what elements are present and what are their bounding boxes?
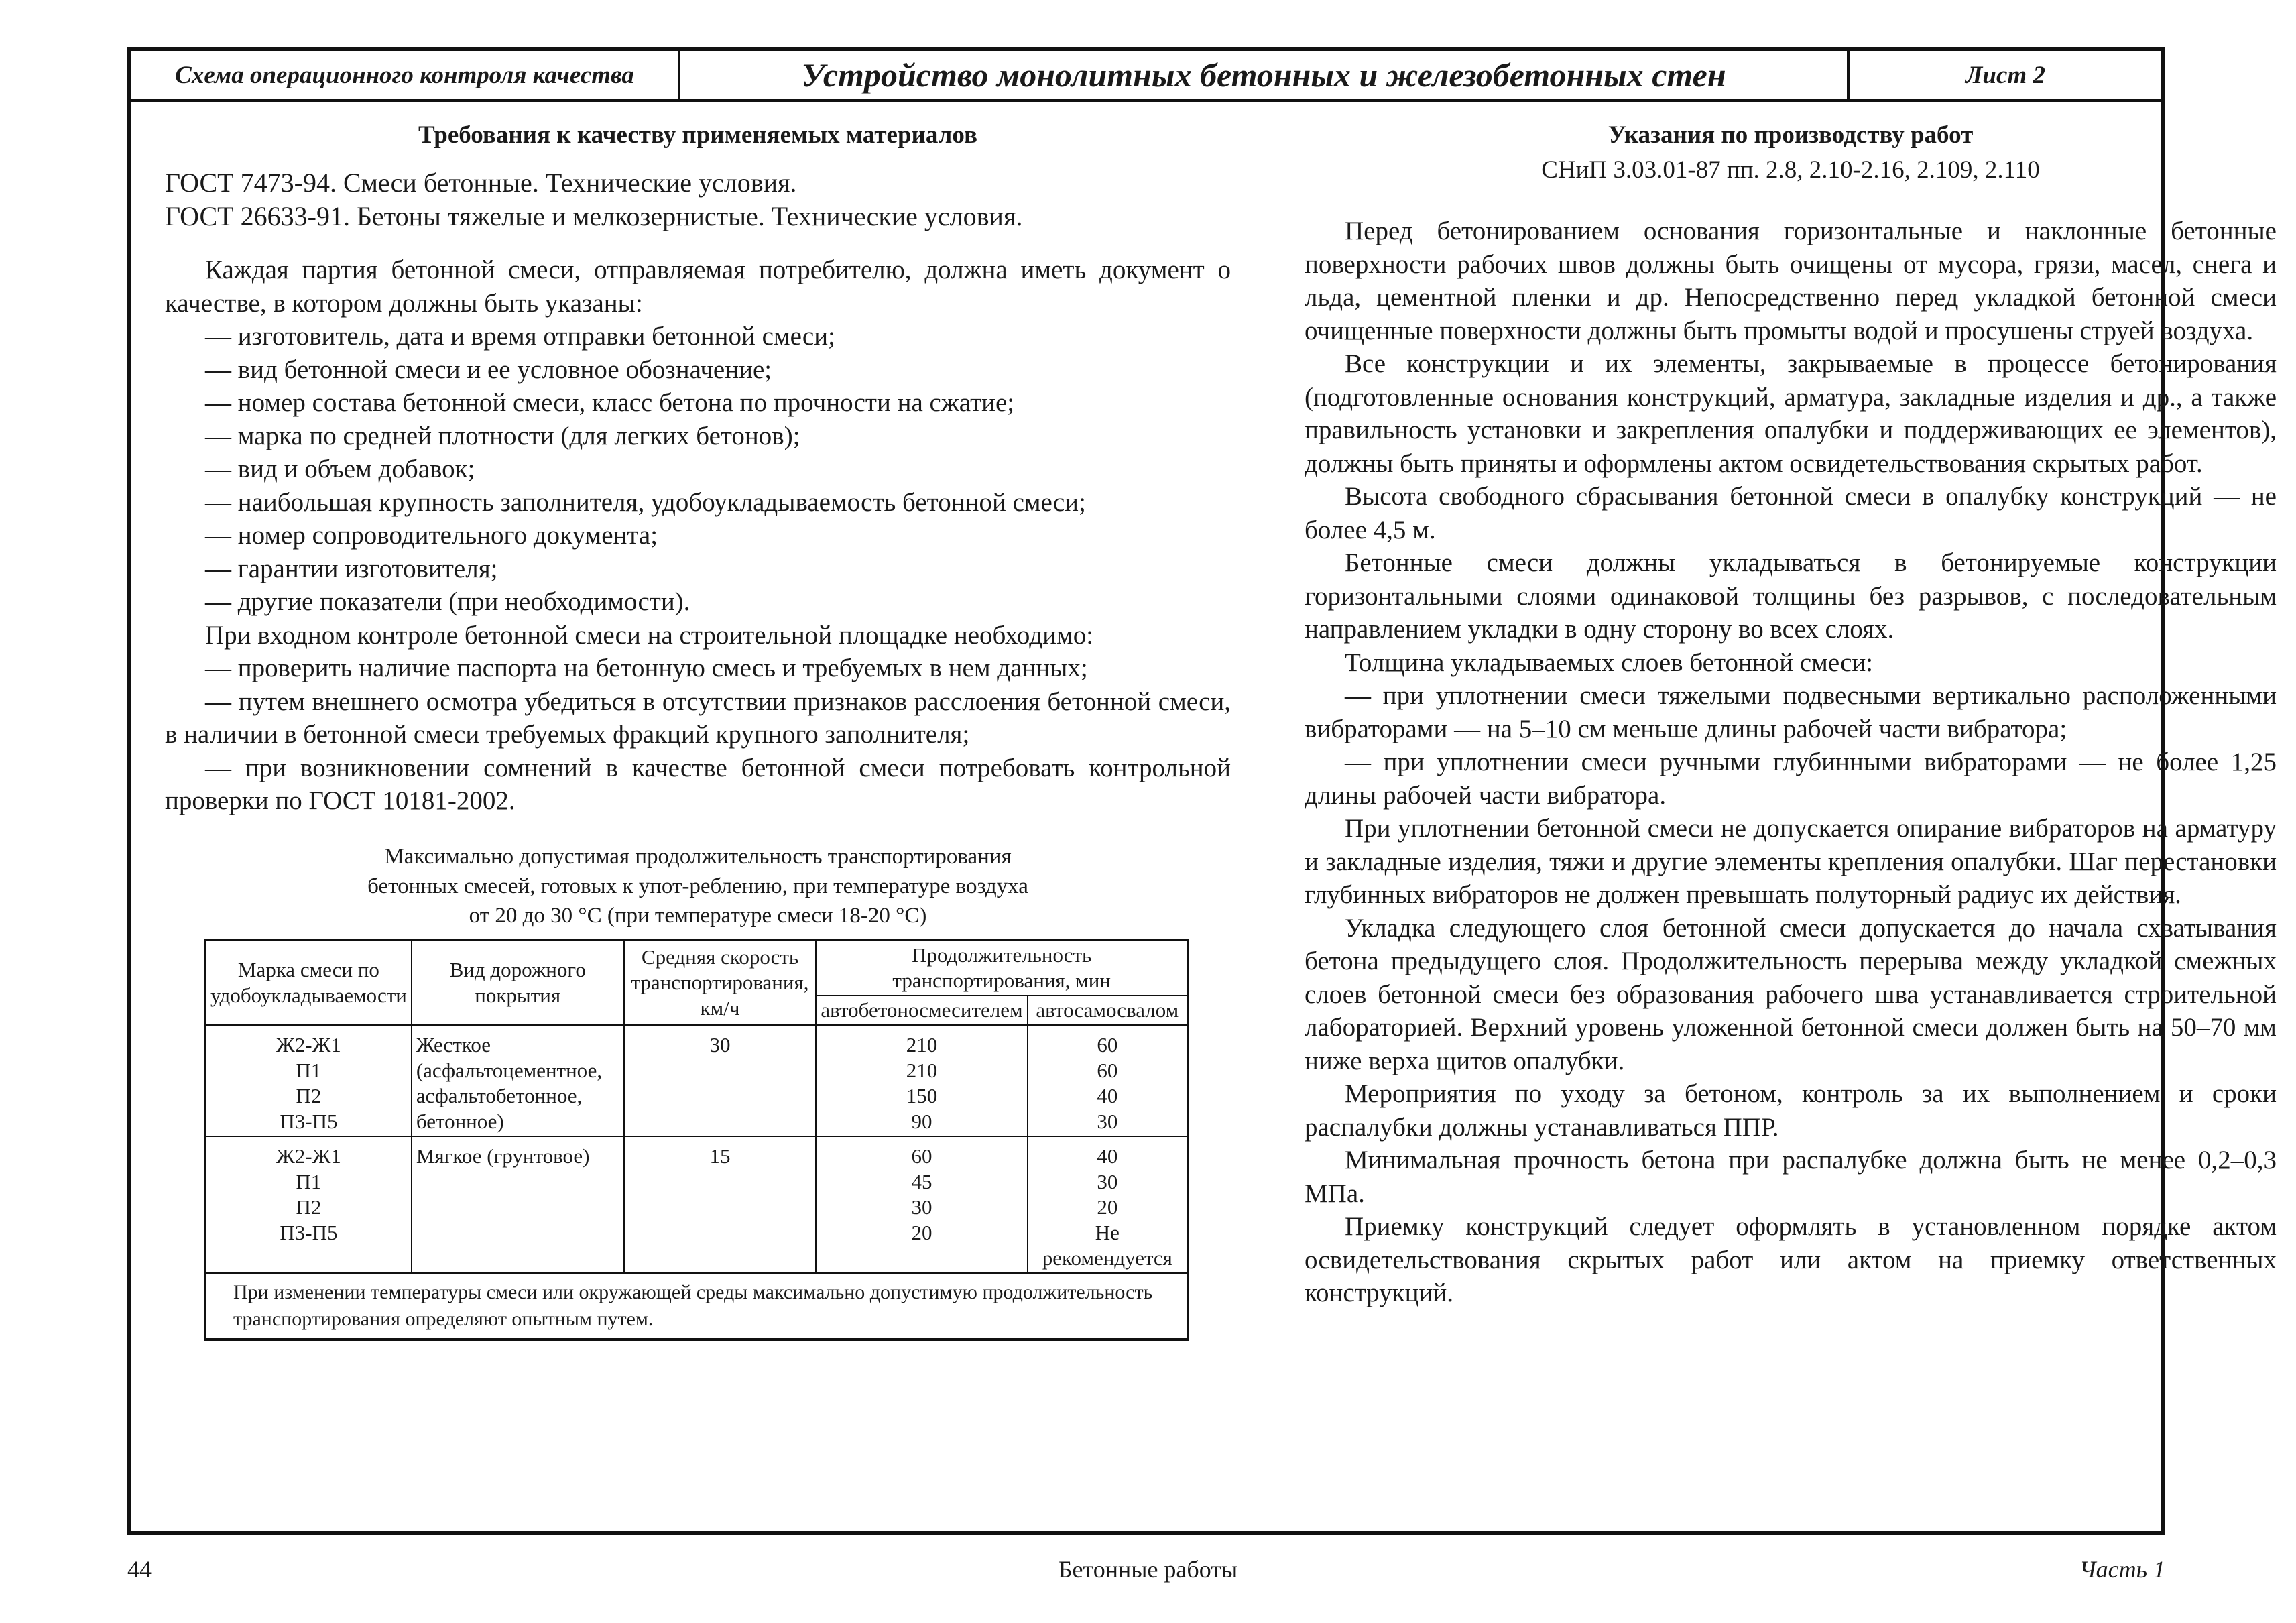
dump-cell: 40 30 20 Не рекомендуется [1028,1136,1188,1273]
left-column [165,118,1231,1341]
header-mark: Марка смеси по удобоукладываемости [205,940,412,1025]
paragraph: Высота свободного сбрасывания бетонной смеси в опалубку конструкций — не более 4,5 м. [1305,482,2277,544]
paragraph: Минимальная прочность бетона при распалубке должна быть не менее 0,2–0,3 МПа. [1305,1146,2277,1208]
dump-cell: 60 60 40 30 [1028,1025,1188,1136]
mixer-cell: 60 45 30 20 [816,1136,1027,1273]
table-row [205,1136,1188,1273]
materials-title: Требования к качеству применяемых материалов [418,121,977,149]
header [131,51,2161,102]
header-speed: Средняя скорость транспортирования, км/ч [624,940,817,1025]
paragraph: Укладка следующего слоя бетонной смеси допускается до начала схватывания бетона предыдущего слоя. Продолжительность перерыва между укладкой смежных слоев бетонной смеси без образования рабочего шва устанавливается строительной лабораторией. Верхний уровень уложенной бетонной смеси должен быть на 50–70 мм ниже верха щитов опалубки. [1305,913,2277,1075]
caption-line: Максимально допустимая продолжительность транспортирования [384,844,1012,869]
list-item: — марка по средней плотности (для легких бетонов); [205,421,800,450]
paragraph: Приемку конструкций следует оформлять в установленном порядке актом освидетельствования скрытых работ или актом на приемку ответственных конструкций. [1305,1212,2277,1307]
scheme-label: Схема операционного контроля качества [131,51,680,99]
speed-cell: 15 [624,1136,817,1273]
control-item: — при возникновении сомнений в качестве бетонной смеси потребовать контрольной проверки по ГОСТ 10181-2002. [165,753,1231,815]
mark-cell: Ж2-Ж1 П1 П2 П3-П5 [205,1025,412,1136]
paragraph: Толщина укладываемых слоев бетонной смеси: [1345,648,1874,677]
table-row [205,1025,1188,1136]
paragraph: Все конструкции и их элементы, закрываемые в процессе бетонирования (подготовленные основания конструкций, арматура, закладные изделия и др., а также правильность установки и закрепления опалубки и поддерживающих ее элементов), должны быть приняты и оформлены актом освидетельствования скрытых работ. [1305,349,2277,478]
mixer-cell: 210 210 150 90 [816,1025,1027,1136]
instructions-subtitle: СНиП 3.03.01-87 пп. 2.8, 2.10-2.16, 2.109, 2.110 [1541,156,2040,184]
page-title: Устройство монолитных бетонных и железобетонных стен [680,51,1850,99]
caption-line: бетонных смесей, готовых к упот-реблению, при температуре воздуха [367,874,1028,898]
list-item: — гарантии изготовителя; [205,554,498,583]
sheet-label: Лист 2 [1966,61,2045,89]
paragraph: Бетонные смеси должны укладываться в бетонируемые конструкции горизонтальными слоями одинаковой толщины без разрывов, с последовательным направлением укладки в одну сторону во всех слоях. [1305,548,2277,644]
paragraph: Перед бетонированием основания горизонтальные и наклонные бетонные поверхности рабочих швов должны быть очищены от мусора, грязи, масел, снега и льда, цементной пленки и др. Непосредственно перед укладкой бетонной смеси очищенные поверхности должны быть промыты водой и просушены струей воздуха. [1305,217,2277,345]
cover-cell: Жесткое (асфальтоцементное, асфальтобетонное, бетонное) [412,1025,624,1136]
intro-paragraph: Каждая партия бетонной смеси, отправляемая потребителю, должна иметь документ о качестве, в котором должны быть указаны: [165,255,1231,318]
page-frame [127,47,2277,1535]
footer-part: Часть 1 [2079,1556,2165,1583]
footer-center: Бетонные работы [1058,1556,1238,1583]
standard-2: ГОСТ 26633-91. Бетоны тяжелые и мелкозернистые. Технические условия. [165,201,1023,231]
cover-cell: Мягкое (грунтовое) [412,1136,624,1273]
header-dump: автосамосвалом [1028,996,1188,1025]
table-note: При изменении температуры смеси или окружающей среды максимально допустимую продолжительность транспортирования определяют опытным путем. [205,1273,1188,1339]
list-item: — другие показатели (при необходимости). [205,587,690,616]
table-caption [165,842,1231,930]
right-column [1305,118,2277,1310]
list-item: — изготовитель, дата и время отправки бетонной смеси; [205,322,835,351]
paragraph: Мероприятия по уходу за бетоном, контроль за их выполнением и сроки распалубки должны устанавливаться ППР. [1305,1079,2277,1142]
mark-cell: Ж2-Ж1 П1 П2 П3-П5 [205,1136,412,1273]
header-mixer: автобетоносмесителем [816,996,1027,1025]
header-duration: Продолжительность транспортирования, мин [816,940,1188,996]
paragraph: — при уплотнении смеси ручными глубинными вибраторами — не более 1,25 длины рабочей части вибратора. [1305,747,2277,810]
speed-cell: 30 [624,1025,817,1136]
paragraph: — при уплотнении смеси тяжелыми подвесными вертикально расположенными вибраторами — на 5–10 см меньше длины рабочей части вибратора; [1305,681,2277,743]
list-item: — наибольшая крупность заполнителя, удобоукладываемость бетонной смеси; [205,487,1086,517]
standard-1: ГОСТ 7473-94. Смеси бетонные. Технические условия. [165,168,797,198]
document-items [165,320,1231,619]
paragraph: При уплотнении бетонной смеси не допускается опирание вибраторов на арматуру и закладные изделия, тяжи и другие элементы крепления опалубки. Шаг перестановки глубинных вибраторов не должен превышать полуторный радиус их действия. [1305,814,2277,909]
instructions-title: Указания по производству работ [1608,121,1974,149]
list-item: — вид и объем добавок; [205,455,475,483]
list-item: — номер состава бетонной смеси, класс бетона по прочности на сжатие; [205,388,1015,417]
caption-line: от 20 до 30 °С (при температуре смеси 18-20 °С) [469,903,927,928]
control-item: — проверить наличие паспорта на бетонную смесь и требуемых в нем данных; [205,654,1088,682]
list-item: — вид бетонной смеси и ее условное обозначение; [205,355,772,384]
control-intro: При входном контроле бетонной смеси на строительной площадке необходимо: [205,620,1094,650]
transport-table [204,939,1189,1341]
page-number: 44 [127,1556,152,1583]
control-item: — путем внешнего осмотра убедиться в отсутствии признаков расслоения бетонной смеси, в наличии в бетонной смеси требуемых фракций крупного заполнителя; [165,686,1231,749]
header-cover: Вид дорожного покрытия [412,940,624,1025]
list-item: — номер сопроводительного документа; [205,521,658,550]
